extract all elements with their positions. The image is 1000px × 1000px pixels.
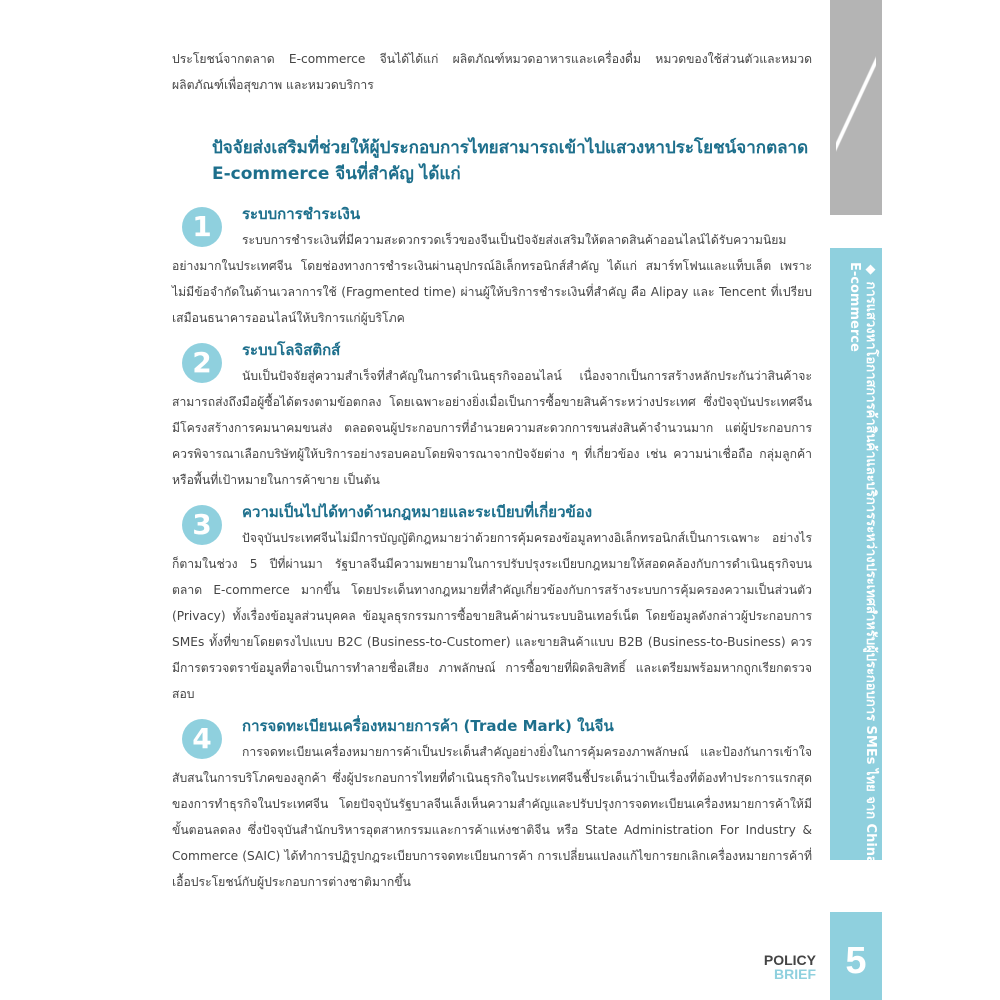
sidebar-title-line2: E-commerce [847, 262, 862, 352]
intro-paragraph: ประโยชน์จากตลาด E-commerce จีนได้ได้แก่ ผลิตภัณฑ์หมวดอาหารและเครื่องดื่ม หมวดของใช้ส่วนตัวและหมวดผลิตภัณฑ์เพื่อสุขภาพ และหมวดบริการ [172, 52, 812, 92]
section-legal [172, 499, 812, 707]
sidebar-diagonal-line [836, 0, 876, 208]
page-content [172, 46, 812, 895]
section-trademark [172, 713, 812, 895]
section-title: ความเป็นไปได้ทางด้านกฎหมายและระเบียบที่เกี่ยวข้อง [242, 503, 593, 521]
section-body: การจดทะเบียนเครื่องหมายการค้าเป็นประเด็นสำคัญอย่างยิ่งในการคุ้มครองภาพลักษณ์ และป้องกันการเข้าใจสับสนในการบริโภคของลูกค้า ซึ่งผู้ประกอบการไทยที่ดำเนินธุรกิจในประเทศจีนชี้ประเด็นว่าเป็นเรื่องที่ต้องทำประการแรกสุดของการทำธุรกิจในประเทศจีน โดยปัจจุบันรัฐบาลจีนเล็งเห็นความสำคัญและปรับปรุงการจดทะเบียนเครื่องหมายการค้าให้มีขั้นตอนลดลง ซึ่งปัจจุบันสำนักบริหารอุตสาหกรรมและการค้าแห่งชาติจีน หรือ State Administration For Industry & Commerce (SAIC) ได้ทำการปฏิรูปกฎระเบียบการจดทะเบียนการค้า การเปลี่ยนแปลงแก้ไขการยกเลิกเครื่องหมายการค้าที่เอื้อประโยชน์กับผู้ประกอบการต่างชาติมากขึ้น [172, 745, 812, 889]
sidebar-title [830, 248, 882, 865]
section-body: ระบบการชำระเงินที่มีความสะดวกรวดเร็วของจีนเป็นปัจจัยส่งเสริมให้ตลาดสินค้าออนไลน์ได้รับความนิยมอย่างมากในประเทศจีน โดยช่องทางการชำระเงินผ่านอุปกรณ์อิเล็กทรอนิกส์สำคัญ ได้แก่ สมาร์ทโฟนและแท็บเล็ต เพราะไม่มีข้อจำกัดในด้านเวลาการใช้ (Fragmented time) ผ่านผู้ให้บริการชำระเงินที่สำคัญ คือ Alipay และ Tencent ที่เปรียบเสมือนธนาคารออนไลน์ให้บริการแก่ผู้บริโภค [172, 233, 812, 325]
page-number: 5 [845, 940, 867, 982]
section-title: ระบบการชำระเงิน [242, 205, 361, 223]
sidebar-title-line1: ◆ การแสวงหาโอกาสการค้าสินค้าและบริการระหว่างประเทศสำหรับผู้ประกอบการ SMEs ไทย จาก China [863, 262, 878, 865]
section-number-badge: 2 [182, 343, 222, 383]
brief-label: BRIEF [774, 966, 816, 982]
section-number-badge: 1 [182, 207, 222, 247]
section-title: ระบบโลจิสติกส์ [242, 341, 341, 359]
main-heading: ปัจจัยส่งเสริมที่ช่วยให้ผู้ประกอบการไทยสามารถเข้าไปแสวงหาประโยชน์จากตลาด E-commerce จีนที่สำคัญ ได้แก่ [212, 138, 809, 184]
section-number-badge: 3 [182, 505, 222, 545]
section-logistics [172, 337, 812, 493]
section-body: นับเป็นปัจจัยสู่ความสำเร็จที่สำคัญในการดำเนินธุรกิจออนไลน์ เนื่องจากเป็นการสร้างหลักประกันว่าสินค้าจะสามารถส่งถึงมือผู้ซื้อได้ตรงตามข้อตกลง โดยเฉพาะอย่างยิ่งเมื่อเป็นการซื้อขายสินค้าระหว่างประเทศ ซึ่งปัจจุบันประเทศจีนมีโครงสร้างการคมนาคมขนส่ง ตลอดจนผู้ประกอบการที่อำนวยความสะดวกการขนส่งสินค้าจำนวนมาก แต่ผู้ประกอบการควรพิจารณาเลือกบริษัทผู้ให้บริการอย่างรอบคอบโดยพิจารณาจากปัจจัยต่าง ๆ ที่เกี่ยวข้อง เช่น ความน่าเชื่อถือ กลุ่มลูกค้าหรือพื้นที่เป้าหมายในการค้าขาย เป็นต้น [172, 369, 812, 487]
section-payment [172, 201, 812, 331]
section-number-badge: 4 [182, 719, 222, 759]
section-title: การจดทะเบียนเครื่องหมายการค้า (Trade Mark) ในจีน [242, 717, 614, 735]
policy-label: POLICY [763, 952, 816, 968]
policy-brief-logo [758, 953, 816, 981]
section-body: ปัจจุบันประเทศจีนไม่มีการบัญญัติกฎหมายว่าด้วยการคุ้มครองข้อมูลทางอิเล็กทรอนิกส์เป็นการเฉพาะ อย่างไรก็ตามในช่วง 5 ปีที่ผ่านมา รัฐบาลจีนมีความพยายามในการปรับปรุงระเบียบกฎหมายให้สอดคล้องกับการดำเนินธุรกิจบนตลาด E-commerce มากขึ้น โดยประเด็นทางกฎหมายที่สำคัญเกี่ยวข้องกับการสร้างระบบการคุ้มครองความเป็นส่วนตัว (Privacy) ทั้งเรื่องข้อมูลส่วนบุคคล ข้อมูลธุรกรรมการซื้อขายสินค้าผ่านระบบอินเทอร์เน็ต โดยข้อมูลดังกล่าวผู้ประกอบการ SMEs ทั้งที่ขายโดยตรงไปแบบ B2C (Business-to-Customer) และขายสินค้าแบบ B2B (Business-to-Business) ควรมีการตรวจตราข้อมูลที่อาจเป็นการทำลายชื่อเสียง ภาพลักษณ์ การซื้อขายที่ผิดลิขสิทธิ์ และเตรียมพร้อมหากถูกเรียกตรวจสอบ [172, 531, 812, 701]
